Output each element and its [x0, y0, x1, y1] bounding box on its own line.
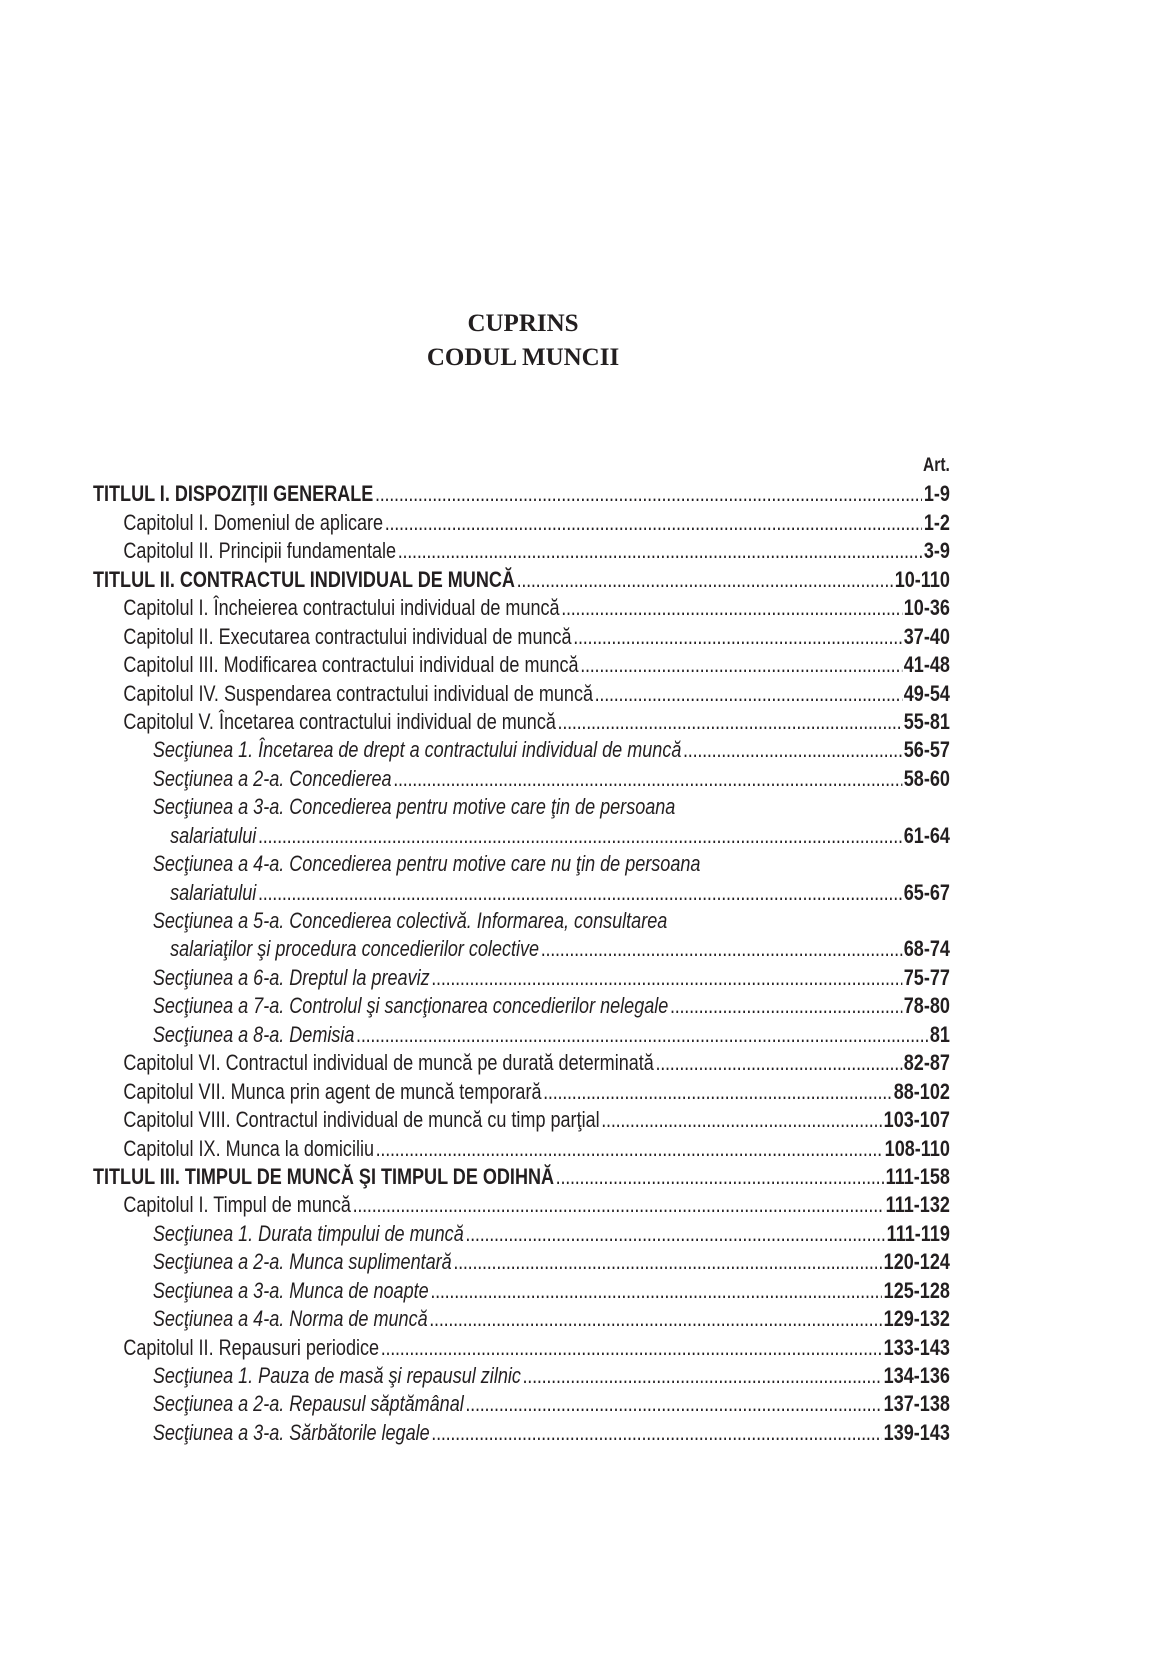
toc-entry-articles: 125-128 [883, 1277, 950, 1303]
toc-entry [93, 1163, 950, 1191]
toc-entry [93, 1106, 950, 1134]
toc-entry-title: Secţiunea a 3-a. Sărbătorile legale [152, 1419, 430, 1445]
toc-entry [93, 1078, 950, 1106]
toc-entry-title: Secţiunea a 8-a. Demisia [152, 1021, 355, 1047]
toc-entry-title: Secţiunea a 2-a. Munca suplimentară [152, 1249, 452, 1275]
toc-entry-articles: 37-40 [903, 623, 950, 649]
dot-leader [523, 1362, 883, 1390]
toc-entry [93, 1049, 950, 1077]
toc-entry-line [93, 793, 950, 821]
toc-entry [93, 1191, 950, 1219]
toc-entry-title: Secţiunea 1. Încetarea de drept a contractului individual de muncă [152, 737, 682, 763]
toc-entry [93, 1277, 950, 1305]
dot-leader [353, 1191, 884, 1219]
dot-leader [573, 623, 902, 651]
toc-entry-title: Secţiunea 1. Pauza de masă şi repausul zilnic [152, 1363, 521, 1388]
dot-leader [558, 708, 903, 736]
toc-entry-title: Capitolul VIII. Contractul individual de muncă cu timp parţial [123, 1107, 600, 1133]
dot-leader [375, 480, 922, 508]
toc-entry-title: Capitolul I. Încheierea contractului individual de muncă [123, 595, 560, 621]
toc-entry-title: Capitolul VII. Munca prin agent de muncă temporară [123, 1078, 542, 1104]
toc-entry [93, 566, 950, 594]
toc-entry-articles: 129-132 [883, 1306, 950, 1332]
dot-leader [398, 537, 922, 565]
toc-entry-title: TITLUL I. DISPOZIŢII GENERALE [93, 481, 374, 507]
article-column-label: Art. [923, 455, 950, 476]
toc-entry-title-continued: salariatului [170, 822, 257, 848]
toc-entry-articles: 1-2 [923, 509, 950, 535]
page-subtitle: CODUL MUNCII [426, 344, 620, 371]
dot-leader [465, 1220, 885, 1248]
table-of-contents [93, 452, 950, 1447]
toc-entry [93, 480, 950, 508]
toc-entry-articles: 111-119 [886, 1220, 950, 1246]
dot-leader [431, 1419, 882, 1447]
toc-entry-articles: 133-143 [883, 1334, 950, 1360]
toc-entry [93, 765, 950, 793]
toc-entry [93, 1390, 950, 1418]
toc-entry-title: TITLUL III. TIMPUL DE MUNCĂ ŞI TIMPUL DE ODIHNĂ [93, 1163, 555, 1189]
dot-leader [517, 566, 894, 594]
toc-entry-title: Secţiunea a 2-a. Concedierea [152, 765, 392, 791]
toc-entry-articles: 1-9 [923, 481, 950, 507]
toc-entry [93, 594, 950, 622]
dot-leader [258, 879, 902, 907]
toc-entry-title: Secţiunea a 3-a. Concedierea pentru motive care ţin de persoana [152, 794, 676, 820]
toc-entry [93, 1021, 950, 1049]
toc-entry [93, 1419, 950, 1447]
toc-entry-articles: 120-124 [883, 1249, 950, 1275]
toc-entry-title: Secţiunea a 7-a. Controlul şi sancţionarea concedierilor nelegale [152, 993, 669, 1019]
dot-leader [393, 765, 902, 793]
toc-entry-title: Secţiunea a 5-a. Concedierea colectivă. Informarea, consultarea [152, 908, 668, 933]
toc-entry-title: Capitolul I. Domeniul de aplicare [123, 509, 384, 535]
toc-entry-line [93, 850, 950, 878]
dot-leader [429, 1305, 882, 1333]
toc-entry-line [93, 907, 950, 935]
toc-entry-articles: 139-143 [883, 1419, 950, 1445]
dot-leader [385, 509, 922, 537]
toc-entry-title: Secţiunea a 4-a. Concedierea pentru motive care nu ţin de persoana [152, 851, 701, 877]
toc-entry-title: Secţiunea 1. Durata timpului de muncă [152, 1220, 464, 1246]
toc-entry-articles: 56-57 [903, 737, 950, 763]
toc-entry-title: Capitolul VI. Contractul individual de muncă pe durată determinată [123, 1050, 654, 1076]
dot-leader [356, 1021, 928, 1049]
toc-entry [93, 509, 950, 537]
toc-entry-articles: 49-54 [903, 680, 950, 706]
dot-leader [431, 964, 902, 992]
toc-entry-articles: 58-60 [903, 765, 950, 791]
toc-entry-title: TITLUL II. CONTRACTUL INDIVIDUAL DE MUNCĂ [93, 566, 515, 592]
toc-entry-title: Capitolul V. Încetarea contractului individual de muncă [123, 708, 556, 734]
toc-entry-title: Capitolul II. Executarea contractului individual de muncă [123, 623, 572, 649]
dot-leader [543, 1078, 892, 1106]
dot-leader [670, 992, 902, 1020]
toc-entry [93, 736, 950, 764]
dot-leader [258, 822, 902, 850]
toc-entry-title: Capitolul II. Principii fundamentale [123, 538, 397, 564]
toc-entry [93, 623, 950, 651]
dot-leader [430, 1277, 882, 1305]
toc-entry-title: Capitolul IV. Suspendarea contractului individual de muncă [123, 680, 594, 706]
toc-entry-articles: 134-136 [883, 1363, 950, 1388]
dot-leader [601, 1106, 882, 1134]
toc-entry [93, 964, 950, 992]
toc-entry [93, 992, 950, 1020]
toc-entry-title: Secţiunea a 4-a. Norma de muncă [152, 1306, 428, 1332]
dot-leader [376, 1135, 883, 1163]
toc-entry-title: Capitolul III. Modificarea contractului individual de muncă [123, 652, 579, 678]
toc-entry-articles: 78-80 [903, 993, 950, 1019]
toc-entry-articles: 137-138 [883, 1391, 950, 1417]
toc-entry-articles: 41-48 [903, 652, 950, 678]
toc-entry [93, 1220, 950, 1248]
toc-entry-articles: 82-87 [903, 1050, 950, 1076]
toc-entry [93, 879, 950, 907]
dot-leader [655, 1049, 902, 1077]
toc-entry-articles: 75-77 [903, 964, 950, 990]
toc-entry [93, 537, 950, 565]
toc-entry-title: Secţiunea a 3-a. Munca de noapte [152, 1277, 429, 1303]
page-title: CUPRINS [467, 310, 579, 337]
toc-entry-articles: 88-102 [893, 1078, 950, 1104]
dot-leader [453, 1248, 882, 1276]
toc-entry-articles: 68-74 [903, 936, 950, 962]
toc-entry [93, 822, 950, 850]
toc-entry-articles: 55-81 [903, 708, 950, 734]
dot-leader [580, 651, 902, 679]
dot-leader [465, 1390, 882, 1418]
toc-entry-articles: 111-158 [885, 1163, 950, 1189]
toc-entry [93, 651, 950, 679]
dot-leader [595, 680, 902, 708]
toc-entry [93, 935, 950, 963]
toc-entry-articles: 61-64 [903, 822, 950, 848]
toc-entry-articles: 3-9 [923, 538, 950, 564]
toc-entry-title: Capitolul I. Timpul de muncă [123, 1192, 351, 1218]
dot-leader [561, 594, 902, 622]
toc-entry-articles: 111-132 [885, 1192, 950, 1218]
toc-entry-articles: 10-36 [903, 595, 950, 621]
toc-entry [93, 680, 950, 708]
toc-entry-articles: 103-107 [883, 1107, 950, 1133]
dot-leader [541, 935, 902, 963]
dot-leader [556, 1163, 884, 1191]
toc-entry [93, 1248, 950, 1276]
toc-entry [93, 1334, 950, 1362]
toc-entry-articles: 65-67 [903, 879, 950, 905]
toc-entry [93, 1135, 950, 1163]
toc-entry-title-continued: salariatului [170, 879, 257, 905]
toc-entry-articles: 81 [929, 1021, 950, 1047]
dot-leader [381, 1334, 882, 1362]
toc-entry-title-continued: salariaţilor şi procedura concedierilor colective [170, 936, 540, 962]
toc-entry [93, 1362, 950, 1390]
toc-entry-title: Secţiunea a 2-a. Repausul săptămânal [152, 1391, 464, 1417]
toc-entry-title: Secţiunea a 6-a. Dreptul la preaviz [152, 964, 430, 990]
dot-leader [683, 736, 902, 764]
toc-entry-title: Capitolul II. Repausuri periodice [123, 1334, 380, 1360]
toc-entry-title: Capitolul IX. Munca la domiciliu [123, 1135, 375, 1161]
toc-entry [93, 708, 950, 736]
toc-entry-articles: 108-110 [884, 1135, 950, 1161]
toc-entry [93, 1305, 950, 1333]
toc-entry-articles: 10-110 [894, 566, 950, 592]
